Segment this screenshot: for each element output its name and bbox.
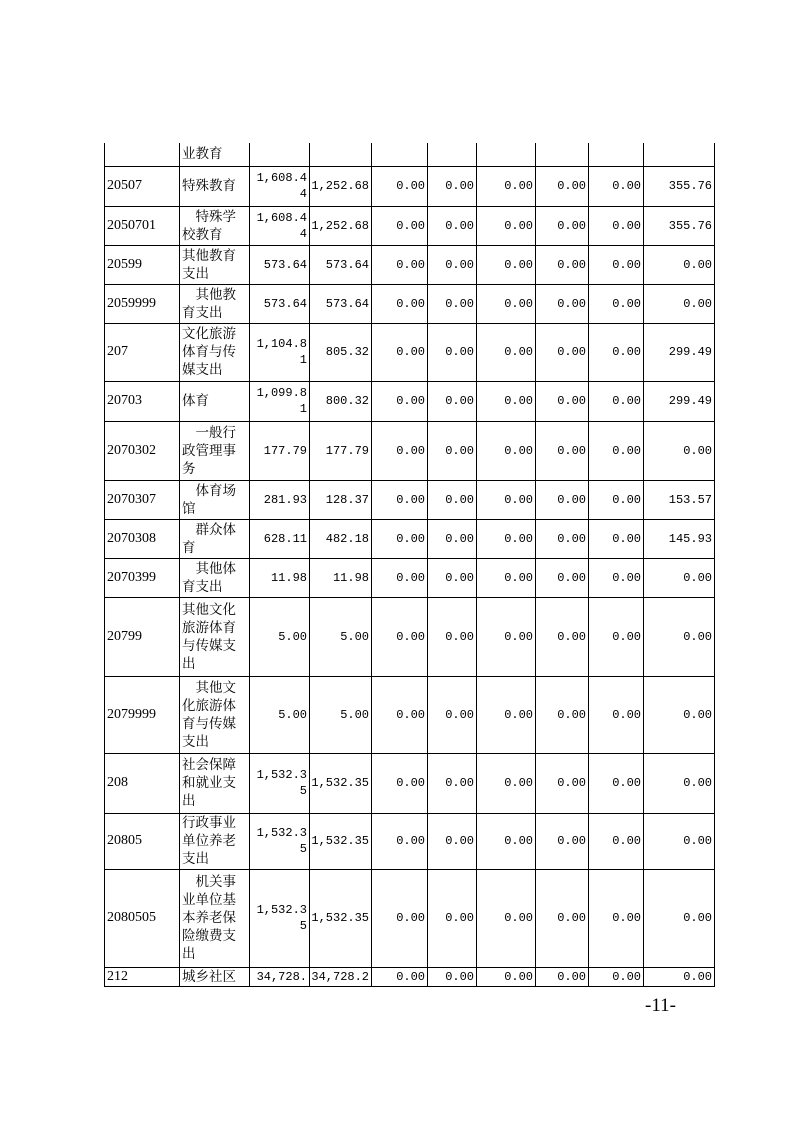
- amount-cell: 0.00: [536, 480, 589, 519]
- subject-name: 群众体育: [180, 519, 250, 558]
- amount-cell: 0.00: [536, 166, 589, 206]
- amount-cell: 0.00: [536, 813, 589, 869]
- amount-cell: 573.64: [250, 284, 310, 323]
- subject-code: [105, 143, 180, 166]
- amount-cell: 482.18: [310, 519, 372, 558]
- amount-cell: 0.00: [536, 421, 589, 480]
- amount-cell: 0.00: [477, 869, 536, 967]
- amount-cell: 0.00: [477, 245, 536, 284]
- amount-cell: 0.00: [428, 869, 477, 967]
- amount-cell: 0.00: [589, 323, 644, 381]
- amount-cell: [477, 143, 536, 166]
- subject-name: 其他文化旅游体育与传媒支出: [180, 597, 250, 676]
- expenditure-table: [104, 143, 715, 987]
- amount-cell: 0.00: [589, 813, 644, 869]
- amount-cell: 128.37: [310, 480, 372, 519]
- amount-cell: 0.00: [372, 245, 428, 284]
- amount-cell: 1,532.35: [250, 813, 310, 869]
- table-row: [105, 967, 715, 986]
- amount-cell: 0.00: [589, 245, 644, 284]
- table-row: [105, 421, 715, 480]
- amount-cell: 0.00: [589, 480, 644, 519]
- amount-cell: [428, 143, 477, 166]
- amount-cell: 0.00: [477, 558, 536, 597]
- amount-cell: 1,252.68: [310, 206, 372, 245]
- amount-cell: 0.00: [589, 284, 644, 323]
- amount-cell: 299.49: [644, 323, 715, 381]
- subject-code: 208: [105, 753, 180, 813]
- subject-name: 其他教育支出: [180, 284, 250, 323]
- amount-cell: 0.00: [372, 381, 428, 421]
- amount-cell: 0.00: [428, 597, 477, 676]
- table-row: [105, 869, 715, 967]
- table-row: [105, 597, 715, 676]
- amount-cell: 0.00: [536, 869, 589, 967]
- amount-cell: 0.00: [589, 967, 644, 986]
- subject-name: 特殊学校教育: [180, 206, 250, 245]
- amount-cell: 0.00: [536, 323, 589, 381]
- amount-cell: 0.00: [644, 245, 715, 284]
- amount-cell: 0.00: [428, 323, 477, 381]
- amount-cell: [250, 143, 310, 166]
- amount-cell: 1,099.81: [250, 381, 310, 421]
- amount-cell: 0.00: [536, 245, 589, 284]
- amount-cell: 281.93: [250, 480, 310, 519]
- amount-cell: 153.57: [644, 480, 715, 519]
- table-row: [105, 206, 715, 245]
- amount-cell: 0.00: [428, 245, 477, 284]
- amount-cell: 1,532.35: [250, 753, 310, 813]
- amount-cell: 0.00: [589, 519, 644, 558]
- amount-cell: [536, 143, 589, 166]
- subject-code: 20799: [105, 597, 180, 676]
- amount-cell: 0.00: [536, 284, 589, 323]
- table-row: [105, 166, 715, 206]
- amount-cell: 0.00: [536, 519, 589, 558]
- amount-cell: 0.00: [477, 381, 536, 421]
- amount-cell: 145.93: [644, 519, 715, 558]
- amount-cell: [372, 143, 428, 166]
- subject-name: 社会保障和就业支出: [180, 753, 250, 813]
- amount-cell: 0.00: [428, 967, 477, 986]
- subject-name: 其他文化旅游体育与传媒支出: [180, 676, 250, 753]
- amount-cell: 0.00: [372, 166, 428, 206]
- amount-cell: 5.00: [250, 597, 310, 676]
- amount-cell: 573.64: [250, 245, 310, 284]
- amount-cell: 573.64: [310, 284, 372, 323]
- amount-cell: 0.00: [589, 206, 644, 245]
- amount-cell: 1,532.35: [310, 813, 372, 869]
- amount-cell: 0.00: [477, 967, 536, 986]
- amount-cell: 0.00: [589, 869, 644, 967]
- amount-cell: 34,728.: [250, 967, 310, 986]
- amount-cell: 0.00: [372, 206, 428, 245]
- subject-name: 城乡社区: [180, 967, 250, 986]
- table-row: [105, 245, 715, 284]
- amount-cell: 5.00: [250, 676, 310, 753]
- amount-cell: 0.00: [477, 166, 536, 206]
- amount-cell: 0.00: [589, 597, 644, 676]
- amount-cell: 0.00: [372, 813, 428, 869]
- amount-cell: 628.11: [250, 519, 310, 558]
- subject-name: 其他教育支出: [180, 245, 250, 284]
- subject-name: 体育: [180, 381, 250, 421]
- amount-cell: 805.32: [310, 323, 372, 381]
- amount-cell: 177.79: [310, 421, 372, 480]
- amount-cell: 355.76: [644, 206, 715, 245]
- amount-cell: 0.00: [536, 676, 589, 753]
- subject-code: 2050701: [105, 206, 180, 245]
- amount-cell: 0.00: [372, 519, 428, 558]
- subject-code: 2079999: [105, 676, 180, 753]
- subject-code: 2080505: [105, 869, 180, 967]
- amount-cell: 177.79: [250, 421, 310, 480]
- amount-cell: 0.00: [589, 558, 644, 597]
- subject-code: 2059999: [105, 284, 180, 323]
- amount-cell: 0.00: [644, 284, 715, 323]
- subject-code: 2070307: [105, 480, 180, 519]
- subject-name: 其他体育支出: [180, 558, 250, 597]
- amount-cell: [310, 143, 372, 166]
- table-row: [105, 381, 715, 421]
- amount-cell: 0.00: [477, 753, 536, 813]
- amount-cell: 0.00: [428, 558, 477, 597]
- amount-cell: [644, 143, 715, 166]
- amount-cell: 1,608.44: [250, 166, 310, 206]
- subject-name: 文化旅游体育与传媒支出: [180, 323, 250, 381]
- subject-code: 212: [105, 967, 180, 986]
- amount-cell: 5.00: [310, 676, 372, 753]
- amount-cell: 0.00: [372, 558, 428, 597]
- amount-cell: 1,532.35: [310, 753, 372, 813]
- amount-cell: 0.00: [428, 480, 477, 519]
- subject-name: 一般行政管理事务: [180, 421, 250, 480]
- amount-cell: 0.00: [372, 597, 428, 676]
- subject-name: 体育场馆: [180, 480, 250, 519]
- amount-cell: 0.00: [644, 421, 715, 480]
- amount-cell: 0.00: [644, 676, 715, 753]
- amount-cell: 0.00: [428, 284, 477, 323]
- subject-code: 20805: [105, 813, 180, 869]
- amount-cell: 355.76: [644, 166, 715, 206]
- subject-code: 20507: [105, 166, 180, 206]
- table-row: [105, 143, 715, 166]
- subject-name: 机关事业单位基本养老保险缴费支出: [180, 869, 250, 967]
- amount-cell: 0.00: [477, 519, 536, 558]
- amount-cell: 0.00: [372, 284, 428, 323]
- amount-cell: 1,532.35: [250, 869, 310, 967]
- amount-cell: 0.00: [372, 480, 428, 519]
- table-row: [105, 558, 715, 597]
- amount-cell: 1,252.68: [310, 166, 372, 206]
- amount-cell: 0.00: [428, 421, 477, 480]
- amount-cell: 0.00: [644, 813, 715, 869]
- amount-cell: 0.00: [428, 206, 477, 245]
- amount-cell: 0.00: [589, 753, 644, 813]
- amount-cell: 0.00: [372, 323, 428, 381]
- amount-cell: 573.64: [310, 245, 372, 284]
- amount-cell: 1,608.44: [250, 206, 310, 245]
- amount-cell: 0.00: [477, 676, 536, 753]
- subject-code: 207: [105, 323, 180, 381]
- amount-cell: 0.00: [428, 753, 477, 813]
- amount-cell: 0.00: [428, 381, 477, 421]
- table-row: [105, 676, 715, 753]
- amount-cell: 0.00: [372, 676, 428, 753]
- amount-cell: 0.00: [589, 421, 644, 480]
- amount-cell: 0.00: [477, 206, 536, 245]
- amount-cell: 0.00: [644, 967, 715, 986]
- amount-cell: 0.00: [477, 421, 536, 480]
- amount-cell: 0.00: [372, 753, 428, 813]
- subject-name: 业教育: [180, 143, 250, 166]
- amount-cell: 0.00: [428, 813, 477, 869]
- amount-cell: 0.00: [644, 753, 715, 813]
- amount-cell: 299.49: [644, 381, 715, 421]
- amount-cell: [589, 143, 644, 166]
- amount-cell: 0.00: [589, 676, 644, 753]
- subject-code: 20599: [105, 245, 180, 284]
- amount-cell: 0.00: [536, 753, 589, 813]
- table-row: [105, 284, 715, 323]
- table-row: [105, 519, 715, 558]
- subject-name: 行政事业单位养老支出: [180, 813, 250, 869]
- amount-cell: 0.00: [477, 480, 536, 519]
- amount-cell: 0.00: [428, 676, 477, 753]
- amount-cell: 0.00: [536, 558, 589, 597]
- amount-cell: 0.00: [536, 381, 589, 421]
- amount-cell: 1,104.81: [250, 323, 310, 381]
- subject-code: 2070302: [105, 421, 180, 480]
- amount-cell: 1,532.35: [310, 869, 372, 967]
- amount-cell: 11.98: [250, 558, 310, 597]
- amount-cell: 0.00: [372, 869, 428, 967]
- subject-name: 特殊教育: [180, 166, 250, 206]
- amount-cell: 34,728.2: [310, 967, 372, 986]
- amount-cell: 11.98: [310, 558, 372, 597]
- amount-cell: 0.00: [536, 967, 589, 986]
- table-row: [105, 480, 715, 519]
- amount-cell: 0.00: [428, 166, 477, 206]
- amount-cell: 0.00: [589, 166, 644, 206]
- amount-cell: 800.32: [310, 381, 372, 421]
- amount-cell: 0.00: [477, 813, 536, 869]
- table-row: [105, 813, 715, 869]
- amount-cell: 0.00: [428, 519, 477, 558]
- amount-cell: 0.00: [477, 284, 536, 323]
- subject-code: 2070399: [105, 558, 180, 597]
- table-row: [105, 323, 715, 381]
- amount-cell: 0.00: [477, 323, 536, 381]
- subject-code: 2070308: [105, 519, 180, 558]
- page-number: -11-: [645, 995, 676, 1016]
- amount-cell: 5.00: [310, 597, 372, 676]
- amount-cell: 0.00: [644, 869, 715, 967]
- amount-cell: 0.00: [644, 597, 715, 676]
- amount-cell: 0.00: [477, 597, 536, 676]
- table-row: [105, 753, 715, 813]
- amount-cell: 0.00: [644, 558, 715, 597]
- amount-cell: 0.00: [536, 597, 589, 676]
- amount-cell: 0.00: [372, 421, 428, 480]
- amount-cell: 0.00: [372, 967, 428, 986]
- subject-code: 20703: [105, 381, 180, 421]
- amount-cell: 0.00: [589, 381, 644, 421]
- amount-cell: 0.00: [536, 206, 589, 245]
